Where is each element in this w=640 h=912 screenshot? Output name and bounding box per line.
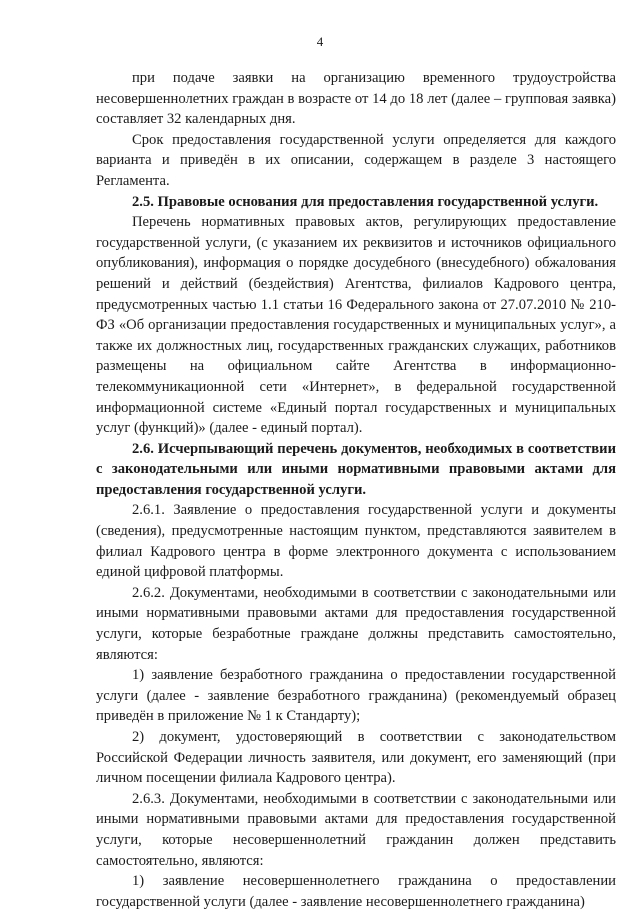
- list-item-identity-document: 2) документ, удостоверяющий в соответствии с законодательством Российской Федерации личность заявителя, или документ, его заменяющий (при личном посещении филиала Кадрового центра).: [96, 729, 616, 787]
- paragraph-2-6-1: 2.6.1. Заявление о предоставления государственной услуги и документы (сведения), предусмотренные настоящим пунктом, представляются заявителем в филиал Кадрового центра в форме электронного документа с использованием единой цифровой платформы.: [96, 502, 616, 581]
- section-heading-2-6: 2.6. Исчерпывающий перечень документов, необходимых в соответствии с законодательными или иными нормативными правовыми актами для предоставления государственной услуги.: [96, 440, 616, 498]
- section-heading-2-5: 2.5. Правовые основания для предоставления государственной услуги.: [132, 193, 599, 210]
- paragraph-legal-acts: Перечень нормативных правовых актов, регулирующих предоставление государственной услуги, (с указанием их реквизитов и источников официального опубликования), информация о порядке досудебного (внесудебного) обжалования решений и действий (бездействия) Агентства, филиалов Кадрового центра, предусмотренных частью 1.1 статьи 16 Федерального закона от 27.07.2010 № 210-ФЗ «Об организации предоставления государственных и муниципальных услуг», а также их должностных лиц, государственных гражданских служащих, работников размещены на официальном сайте Агентства в информационно-телекоммуникационной сети «Интернет», в федеральной государственной информационной системе «Единый портал государственных и муниципальных услуг (функций)» (далее - единый портал).: [96, 214, 616, 437]
- list-item-minor-application: 1) заявление несовершеннолетнего гражданина о предоставлении государственной услуги (далее - заявление несовершеннолетнего гражданина): [96, 873, 616, 910]
- paragraph-2-6-2: 2.6.2. Документами, необходимыми в соответствии с законодательными или иными нормативными правовыми актами для предоставления государственной услуги, которые безработные граждане должны представить самостоятельно, являются:: [96, 584, 616, 663]
- paragraph-service-term: Срок предоставления государственной услуги определяется для каждого варианта и приведён в их описании, содержащем в разделе 3 настоящего Регламента.: [96, 131, 616, 189]
- list-item-unemployed-application: 1) заявление безработного гражданина о предоставлении государственной услуги (далее - заявление безработного гражданина) (рекомендуемый образец приведён в приложение № 1 к Стандарту);: [96, 667, 616, 725]
- document-body: [96, 68, 616, 912]
- page-number: 4: [316, 34, 324, 49]
- paragraph-group-application-term: при подаче заявки на организацию временного трудоустройства несовершеннолетних граждан в возрасте от 14 до 18 лет (далее – групповая заявка) составляет 32 календарных дня.: [96, 70, 616, 128]
- paragraph-2-6-3: 2.6.3. Документами, необходимыми в соответствии с законодательными или иными нормативными правовыми актами для предоставления государственной услуги, которые несовершеннолетний гражданин должен представить самостоятельно, являются:: [96, 790, 616, 869]
